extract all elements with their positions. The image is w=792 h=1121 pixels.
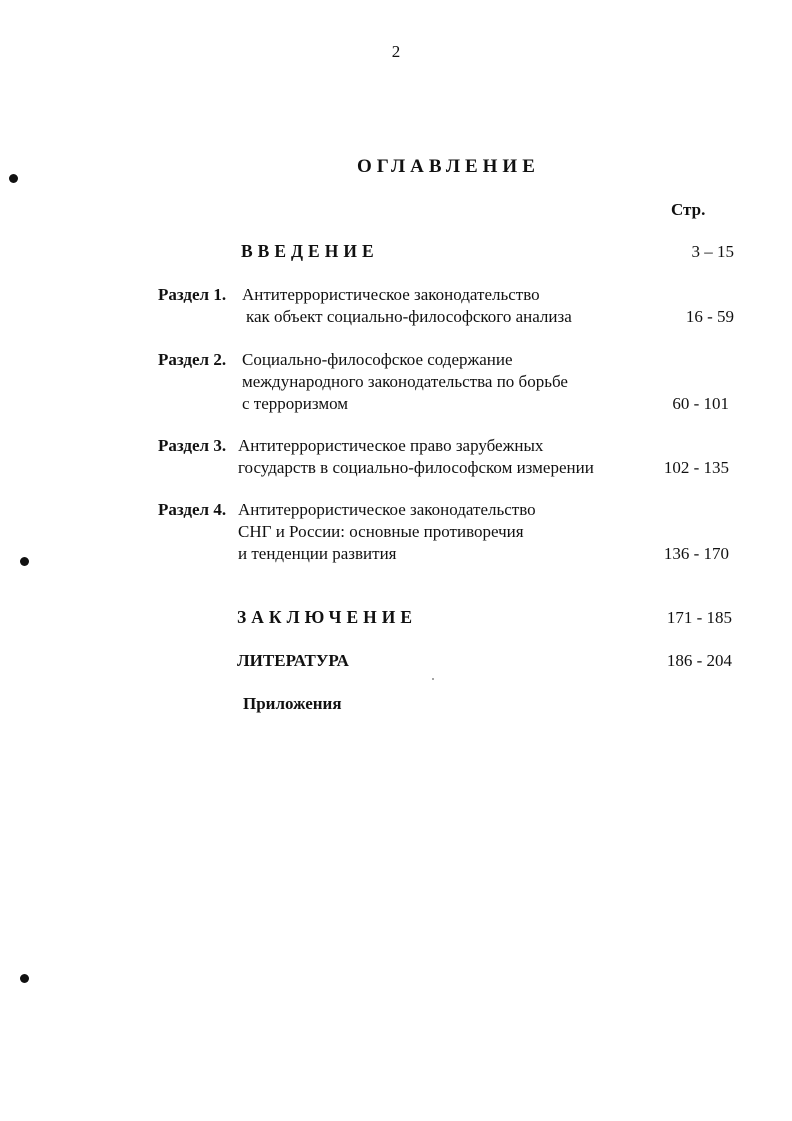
section-2-line-2: международного законодательства по борьбе bbox=[242, 372, 568, 391]
section-1-label: Раздел 1. bbox=[158, 285, 227, 304]
section-4-pages: 136 - 170 bbox=[663, 544, 729, 563]
section-3-pages: 102 - 135 bbox=[663, 458, 729, 477]
page-column-header: Стр. bbox=[671, 200, 706, 219]
intro-title: ВВЕДЕНИЕ bbox=[241, 241, 379, 261]
punch-hole-mark bbox=[20, 974, 29, 983]
section-4-label: Раздел 4. bbox=[158, 500, 227, 519]
section-2-pages: 60 - 101 bbox=[672, 394, 729, 413]
section-1-line-1: Антитеррористическое законодательство bbox=[242, 285, 540, 304]
section-2-label: Раздел 2. bbox=[158, 350, 227, 369]
page-number: 2 bbox=[391, 42, 401, 61]
literature-title: ЛИТЕРАТУРА bbox=[237, 651, 349, 670]
section-2-line-3: с терроризмом bbox=[242, 394, 349, 413]
section-3-line-2: государств в социально-философском измерении bbox=[238, 458, 594, 477]
section-4-line-1: Антитеррористическое законодательство bbox=[238, 500, 536, 519]
toc-title: ОГЛАВЛЕНИЕ bbox=[357, 156, 540, 177]
section-2-line-1: Социально-философское содержание bbox=[242, 350, 513, 369]
scan-speck bbox=[432, 678, 434, 680]
section-1-pages: 16 - 59 bbox=[685, 307, 734, 326]
section-3-label: Раздел 3. bbox=[158, 436, 227, 455]
intro-pages: 3 – 15 bbox=[691, 242, 734, 261]
appendices-title: Приложения bbox=[243, 694, 342, 713]
punch-hole-mark bbox=[9, 174, 18, 183]
conclusion-pages: 171 - 185 bbox=[666, 608, 732, 627]
punch-hole-mark bbox=[20, 557, 29, 566]
section-1-line-2: как объект социально-философского анализа bbox=[246, 307, 572, 326]
literature-pages: 186 - 204 bbox=[666, 651, 732, 670]
section-4-line-3: и тенденции развития bbox=[238, 544, 397, 563]
conclusion-title: ЗАКЛЮЧЕНИЕ bbox=[237, 607, 418, 627]
section-4-line-2: СНГ и России: основные противоречия bbox=[238, 522, 524, 541]
section-3-line-1: Антитеррористическое право зарубежных bbox=[238, 436, 544, 455]
